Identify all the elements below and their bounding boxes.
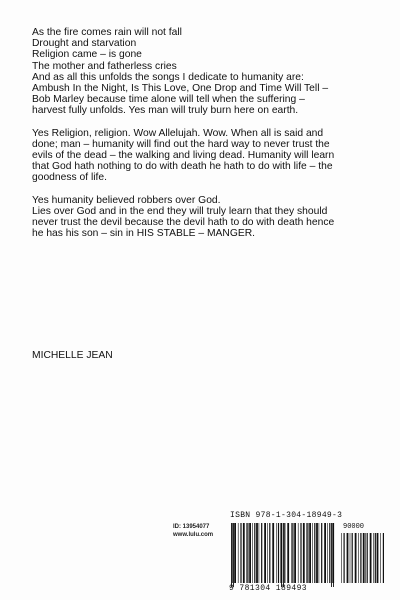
text-line: Bob Marley because time alone will tell when the suffering – (32, 94, 305, 106)
paragraph-2 (32, 128, 377, 184)
isbn-digits: 9 781304 189493 (229, 584, 308, 593)
barcode-graphic (225, 511, 390, 594)
text-line: Yes humanity believed robbers over God. (32, 194, 221, 206)
text-line: he has his son – sin in HIS STABLE – MANGER. (32, 228, 256, 240)
text-line: that God hath nothing to do with death he hath to do with life – the (32, 161, 333, 173)
text-line: Ambush In the Night, Is This Love, One Drop and Time Will Tell – (32, 83, 329, 95)
paragraph-1 (32, 27, 377, 117)
text-line: never trust the devil because the devil hath to do with death hence (32, 217, 335, 229)
text-line: The mother and fatherless cries (32, 60, 177, 72)
body-text (32, 27, 377, 239)
paragraph-3 (32, 195, 377, 240)
text-line: Yes Religion, religion. Wow Allelujah. Wow. When all is said and (32, 127, 324, 139)
text-line: evils of the dead – the walking and living dead. Humanity will learn (32, 150, 335, 162)
author-name: MICHELLE JEAN (32, 350, 113, 361)
publisher-info (173, 523, 213, 539)
isbn-barcode (225, 511, 390, 594)
isbn-addon: 90000 (343, 523, 365, 531)
text-line: Religion came – is gone (32, 49, 142, 61)
text-line: And as all this unfolds the songs I dedicate to humanity are: (32, 71, 304, 83)
text-line: done; man – humanity will find out the hard way to never trust the (32, 138, 330, 150)
publisher-id: ID: 13954077 (173, 524, 210, 530)
text-line: Lies over God and in the end they will truly learn that they should (32, 205, 328, 217)
text-line: harvest fully unfolds. Yes man will truly burn here on earth. (32, 105, 299, 117)
isbn-label: ISBN 978-1-304-18949-3 (230, 511, 343, 520)
text-line: As the fire comes rain will not fall (32, 27, 182, 38)
text-line: goodness of life. (32, 172, 107, 184)
publisher-url: www.lulu.com (173, 532, 214, 538)
text-line: Drought and starvation (32, 38, 137, 50)
